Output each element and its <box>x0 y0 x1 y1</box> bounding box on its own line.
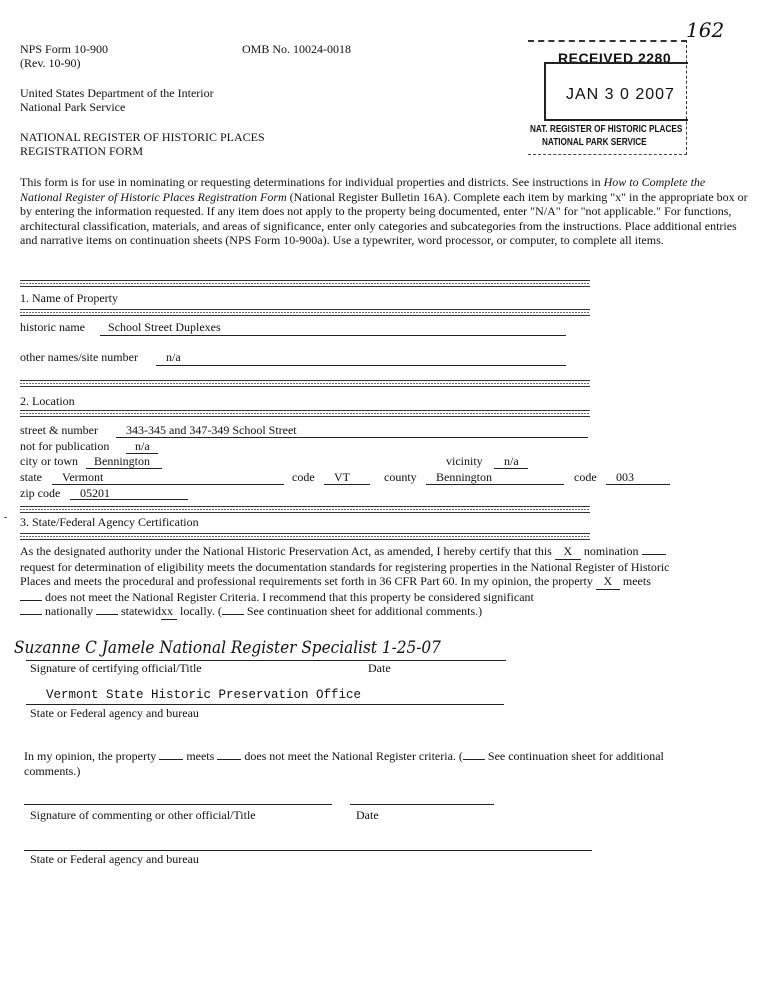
nfp-label: not for publication <box>20 439 110 453</box>
agency-value[interactable]: Vermont State Historic Preservation Office <box>46 688 362 702</box>
cert-line-3: Places and meets the procedural and professional requirements set forth in 36 CFR Part 60. In my opinion, the property X meets <box>20 574 651 589</box>
opinion-meets-blank[interactable] <box>159 759 183 760</box>
date-label: Date <box>368 661 391 675</box>
code-value[interactable]: VT <box>334 470 350 484</box>
signature-label: Signature of certifying official/Title <box>30 661 202 675</box>
form-number: NPS Form 10-900 <box>20 42 109 56</box>
signature2-label: Signature of commenting or other official/Title <box>30 808 256 822</box>
vicinity-label: vicinity <box>446 454 483 468</box>
cert-line-2: request for determination of eligibility meets the documentation standards for registering properties in the National Register of Historic <box>20 559 670 574</box>
state-label: state <box>20 470 42 484</box>
opinion-not-meet-blank[interactable] <box>217 759 241 760</box>
code-label: code <box>292 470 315 484</box>
section-divider <box>20 410 590 417</box>
nationally-blank[interactable] <box>20 614 42 615</box>
county-value[interactable]: Bennington <box>436 470 492 484</box>
section1-heading: 1. Name of Property <box>20 291 118 305</box>
agency-label: State or Federal agency and bureau <box>30 706 199 720</box>
service: National Park Service <box>20 100 126 114</box>
blank-field[interactable] <box>642 554 666 555</box>
code2-label: code <box>574 470 597 484</box>
county-label: county <box>384 470 417 484</box>
city-value[interactable]: Bennington <box>94 454 150 468</box>
stamp-received: RECEIVED 2280 <box>558 50 672 66</box>
signature2-line <box>24 804 332 805</box>
section-divider <box>20 380 590 387</box>
section2-heading: 2. Location <box>20 394 75 408</box>
agency2-label: State or Federal agency and bureau <box>30 852 199 866</box>
zip-label: zip code <box>20 486 61 500</box>
stamp-date-box <box>544 62 688 121</box>
agency-line <box>26 704 504 705</box>
nomination-mark[interactable]: X <box>555 544 581 560</box>
zip-value[interactable]: 05201 <box>80 486 110 500</box>
code2-value[interactable]: 003 <box>616 470 634 484</box>
received-stamp <box>528 40 687 155</box>
cert-line-1: As the designated authority under the National Historic Preservation Act, as amended, I hereby certify that this X nomination <box>20 544 750 560</box>
section-divider <box>20 280 590 287</box>
other-names-label: other names/site number <box>20 350 138 364</box>
omb-number: OMB No. 10024-0018 <box>242 42 352 56</box>
date2-label: Date <box>356 808 379 822</box>
state-value[interactable]: Vermont <box>62 470 104 484</box>
section-divider <box>20 309 590 316</box>
margin-mark: - <box>4 512 8 523</box>
form-subtitle: REGISTRATION FORM <box>20 144 144 158</box>
form-revision: (Rev. 10-90) <box>20 56 81 70</box>
nfp-value[interactable]: n/a <box>135 439 150 453</box>
form-title: NATIONAL REGISTER OF HISTORIC PLACES <box>20 130 265 144</box>
agency2-line <box>24 850 592 851</box>
intro-paragraph: This form is for use in nominating or requesting determinations for individual properties and districts. See instructions in How to Complete the National Register of Historic Places Registration Form (National Register Bulletin 16A). Complete each item by marking "x" in the appropriate box or by entering the information requested. If any item does not apply to the property being documented, enter "N/A" for "not applicable." For functions, architectural classification, materials, and areas of significance, enter only categories and subcategories from the instructions. Place additional entries and narrative items on continuation sheets (NPS Form 10-900a). Use a typewriter, word processor, or computer, to complete all items. <box>20 175 748 248</box>
date2-line <box>350 804 494 805</box>
locally-mark[interactable]: xx <box>161 604 177 620</box>
section-divider <box>20 533 590 540</box>
continuation-blank[interactable] <box>222 614 244 615</box>
handwritten-page-number: 162 <box>686 18 725 42</box>
section-divider <box>20 506 590 513</box>
official-signature: Suzanne C Jamele National Register Specialist 1-25-07 <box>14 638 441 658</box>
statewide-blank[interactable] <box>96 614 118 615</box>
section3-heading: 3. State/Federal Agency Certification <box>20 515 199 529</box>
certification-paragraph <box>20 544 750 620</box>
stamp-line1: NAT. REGISTER OF HISTORIC PLACES <box>530 124 683 135</box>
meets-mark[interactable]: X <box>596 574 620 590</box>
historic-name-line <box>100 335 566 336</box>
department: United States Department of the Interior <box>20 86 214 100</box>
vicinity-value[interactable]: n/a <box>504 454 519 468</box>
city-label: city or town <box>20 454 78 468</box>
historic-name-value[interactable]: School Street Duplexes <box>108 320 221 334</box>
stamp-line2: NATIONAL PARK SERVICE <box>542 137 647 148</box>
historic-name-label: historic name <box>20 320 85 334</box>
opinion-continuation-blank[interactable] <box>463 759 485 760</box>
opinion-paragraph: In my opinion, the property meets does not meet the National Register criteria. ( See continuation sheet for additional comments.) <box>24 749 664 778</box>
cert-line-5: nationally statewidxx locally. ( See continuation sheet for additional comments.) <box>20 604 750 620</box>
other-names-line <box>156 365 566 366</box>
does-not-meet-blank[interactable] <box>20 600 42 601</box>
street-value[interactable]: 343-345 and 347-349 School Street <box>126 423 297 437</box>
cert-line-4: does not meet the National Register Criteria. I recommend that this property be considered significant <box>20 590 750 605</box>
stamp-date: JAN 3 0 2007 <box>566 86 675 103</box>
other-names-value[interactable]: n/a <box>166 350 181 364</box>
street-label: street & number <box>20 423 98 437</box>
